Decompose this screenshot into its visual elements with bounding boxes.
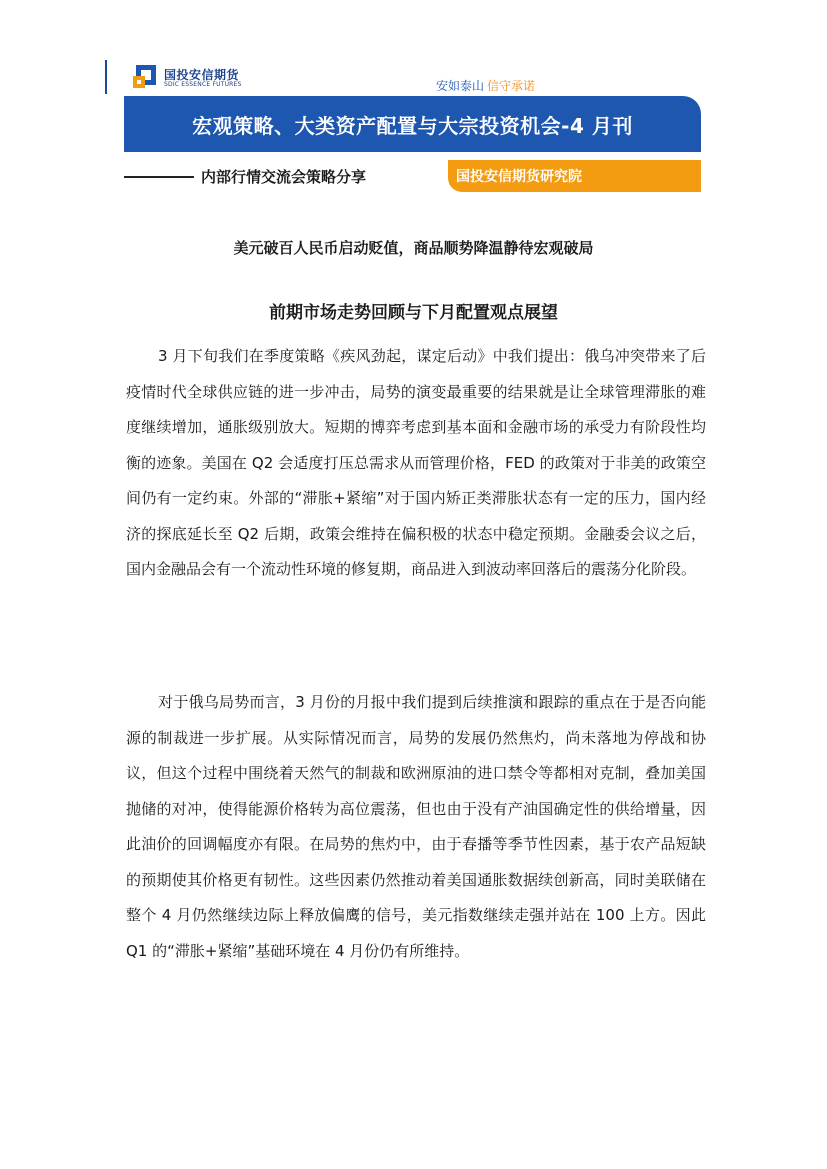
company-logo	[133, 62, 263, 92]
subtitle-rule	[124, 176, 194, 178]
institute-name: 国投安信期货研究院	[456, 169, 582, 185]
banner-title: 宏观策略、大类资产配置与大宗投资机会-4 月刊	[192, 113, 633, 138]
slogan-part1: 安如泰山	[436, 79, 485, 93]
logo-mark-icon	[133, 62, 159, 88]
header-divider	[105, 60, 107, 94]
logo-text-en: SDIC ESSENCE FUTURES	[164, 81, 242, 88]
subtitle: 内部行情交流会策略分享	[201, 168, 367, 186]
slogan-part2: 信守承诺	[487, 79, 536, 93]
section-title: 前期市场走势回顾与下月配置观点展望	[269, 303, 558, 323]
slogan	[436, 77, 535, 94]
body-paragraph-1: 3 月下旬我们在季度策略《疾风劲起，谋定后动》中我们提出：俄乌冲突带来了后疫情时代全球供应链的进一步冲击，局势的演变最重要的结果就是让全球管理滞胀的难度继续增加，通胀级别放大。短期的博弈考虑到基本面和金融市场的承受力有阶段性均衡的迹象。美国在 Q2 会适度打压总需求从而管理价格，FED 的政策对于非美的政策空间仍有一定约束。外部的“滞胀+紧缩”对于国内矫正类滞胀状态有一定的压力，国内经济的探底延长至 Q2 后期，政策会维持在偏积极的状态中稳定预期。金融委会议之后，国内金融品会有一个流动性环境的修复期，商品进入到波动率回落后的震荡分化阶段。	[126, 347, 706, 578]
title-banner	[124, 96, 701, 152]
institute-tag	[448, 160, 701, 192]
document-title: 美元破百人民币启动贬值，商品顺势降温静待宏观破局	[233, 239, 594, 257]
logo-text-cn: 国投安信期货	[164, 68, 240, 82]
body-paragraph-2: 对于俄乌局势而言，3 月份的月报中我们提到后续推演和跟踪的重点在于是否向能源的制裁进一步扩展。从实际情况而言，局势的发展仍然焦灼，尚未落地为停战和协议，但这个过程中围绕着天然气的制裁和欧洲原油的进口禁令等都相对克制，叠加美国抛储的对冲，使得能源价格转为高位震荡，但也由于没有产油国确定性的供给增量，因此油价的回调幅度亦有限。在局势的焦灼中，由于春播等季节性因素，基于农产品短缺的预期使其价格更有韧性。这些因素仍然推动着美国通胀数据续创新高，同时美联储在整个 4 月仍然继续边际上释放偏鹰的信号，美元指数继续走强并站在 100 上方。因此 Q1 的“滞胀+紧缩”基础环境在 4 月份仍有所维持。	[126, 693, 706, 960]
